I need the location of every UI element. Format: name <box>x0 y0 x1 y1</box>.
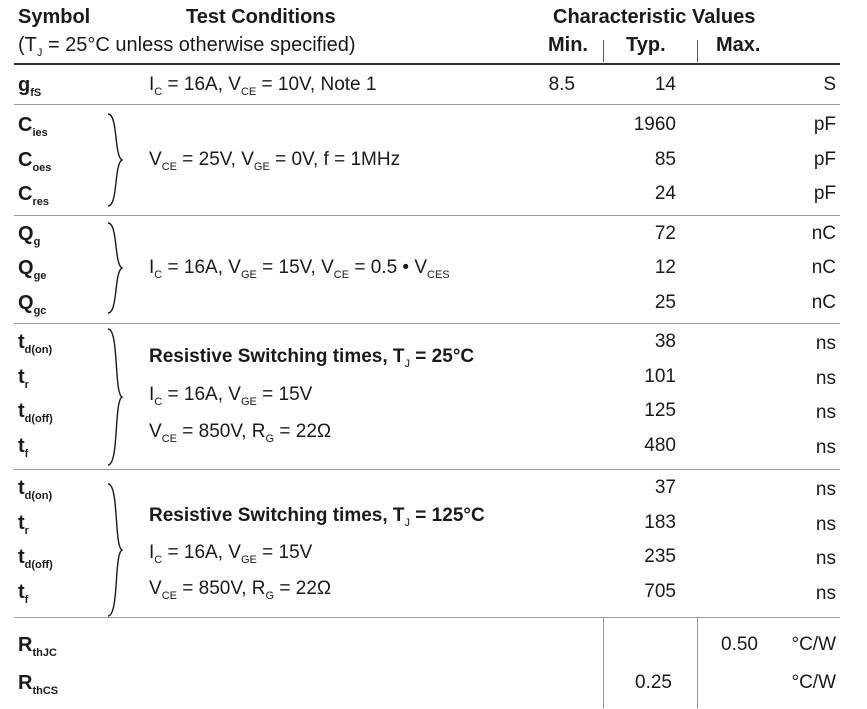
condition-switching-125-line2: $I_C = 16A$, $V_{GE} = 15V$ <box>149 542 313 566</box>
coes-typ: 85 <box>654 149 676 170</box>
symbol-qgc: $Q_{gc}$ <box>18 292 47 317</box>
header-max: Max. <box>716 34 761 56</box>
brace-gate-charge <box>104 221 126 315</box>
symbol-cies: $C_{ies}$ <box>18 114 48 139</box>
qgc-unit: nC <box>811 292 836 313</box>
condition-switching-25-title: Resistive Switching times, $T_J = 25^\circ C$ <box>149 346 475 370</box>
symbol-coes: $C_{oes}$ <box>18 149 52 174</box>
brace-switching-25 <box>104 327 126 467</box>
symbol-rthjc: $R_{thJC}$ <box>18 634 57 659</box>
rthjc-max: 0.50 <box>721 634 758 655</box>
condition-gate-charge: $I_C = 16A$, $V_{GE} = 15V$, $V_{CE} = 0.5$ • $V_{CES}$ <box>149 257 450 281</box>
condition-gfs: $I_C = 16A$, $V_{CE} = 10V$, Note 1 <box>149 74 377 98</box>
condition-switching-25-line3: $V_{CE} = 850V$, $R_G = 22\Omega$ <box>149 421 332 445</box>
symbol-tdoff-25: $t_{d(off)}$ <box>18 400 53 425</box>
coes-unit: pF <box>813 149 836 170</box>
cres-unit: pF <box>813 183 836 204</box>
tf-25-unit: ns <box>815 437 836 458</box>
tdon-25-typ: 38 <box>654 331 676 352</box>
symbol-cres: $C_{res}$ <box>18 183 49 208</box>
tr-25-unit: ns <box>815 368 836 389</box>
tf-125-unit: ns <box>815 583 836 604</box>
rthcs-typ: 0.25 <box>635 672 672 693</box>
condition-capacitance: $V_{CE} = 25V$, $V_{GE} = 0V$, f = 1MHz <box>149 149 401 173</box>
cies-typ: 1960 <box>633 114 676 135</box>
symbol-tdon-125: $t_{d(on)}$ <box>18 477 53 502</box>
tdoff-25-unit: ns <box>815 402 836 423</box>
qg-typ: 72 <box>654 223 676 244</box>
rthjc-unit: °C/W <box>791 634 836 655</box>
symbol-tf-125: $t_f$ <box>18 581 29 606</box>
tdon-125-unit: ns <box>815 479 836 500</box>
header-test-conditions: Test Conditions <box>186 6 336 28</box>
tdon-25-unit: ns <box>815 333 836 354</box>
qgc-typ: 25 <box>654 292 676 313</box>
tr-25-typ: 101 <box>644 366 676 387</box>
header-tj-note: ($T_J = 25^\circ C$ unless otherwise specified) <box>18 34 356 59</box>
symbol-tdon-25: $t_{d(on)}$ <box>18 331 53 356</box>
tf-25-typ: 480 <box>644 435 676 456</box>
header-divider-typ-max <box>697 40 698 62</box>
tdoff-25-typ: 125 <box>644 400 676 421</box>
thermal-divider-typ-max <box>697 618 698 708</box>
cies-unit: pF <box>813 114 836 135</box>
tr-125-unit: ns <box>815 514 836 535</box>
divider-4 <box>14 469 840 470</box>
qge-unit: nC <box>811 257 836 278</box>
header-symbol: Symbol <box>18 6 91 28</box>
gfs-unit: S <box>823 74 836 95</box>
gfs-min: 8.5 <box>548 74 575 95</box>
tr-125-typ: 183 <box>644 512 676 533</box>
cres-typ: 24 <box>654 183 676 204</box>
divider-5 <box>14 617 840 618</box>
gfs-typ: 14 <box>654 74 676 95</box>
symbol-tr-25: $t_r$ <box>18 366 29 391</box>
tdon-125-typ: 37 <box>654 477 676 498</box>
symbol-tdoff-125: $t_{d(off)}$ <box>18 546 53 571</box>
qg-unit: nC <box>811 223 836 244</box>
symbol-rthcs: $R_{thCS}$ <box>18 672 59 697</box>
symbol-tf-25: $t_f$ <box>18 435 29 460</box>
tdoff-125-typ: 235 <box>644 546 676 567</box>
divider-1 <box>14 104 840 105</box>
brace-switching-125 <box>104 482 126 618</box>
tdoff-125-unit: ns <box>815 548 836 569</box>
header-min: Min. <box>548 34 588 56</box>
symbol-qge: $Q_{ge}$ <box>18 257 47 282</box>
rthcs-unit: °C/W <box>791 672 836 693</box>
header-divider-min-typ <box>603 40 604 62</box>
symbol-tr-125: $t_r$ <box>18 512 29 537</box>
divider-2 <box>14 215 840 216</box>
divider-3 <box>14 323 840 324</box>
header-typ: Typ. <box>626 34 666 56</box>
symbol-gfs: $g_{fS}$ <box>18 74 42 99</box>
condition-switching-125-title: Resistive Switching times, $T_J = 125^\circ C$ <box>149 505 485 529</box>
symbol-qg: $Q_g$ <box>18 223 41 248</box>
condition-switching-125-line3: $V_{CE} = 850V$, $R_G = 22\Omega$ <box>149 578 332 602</box>
qge-typ: 12 <box>654 257 676 278</box>
tf-125-typ: 705 <box>644 581 676 602</box>
header-characteristic-values: Characteristic Values <box>553 6 756 28</box>
thermal-divider-min-typ <box>603 618 604 708</box>
condition-switching-25-line2: $I_C = 16A$, $V_{GE} = 15V$ <box>149 384 313 408</box>
brace-capacitance <box>104 112 126 208</box>
header-rule <box>14 63 840 65</box>
